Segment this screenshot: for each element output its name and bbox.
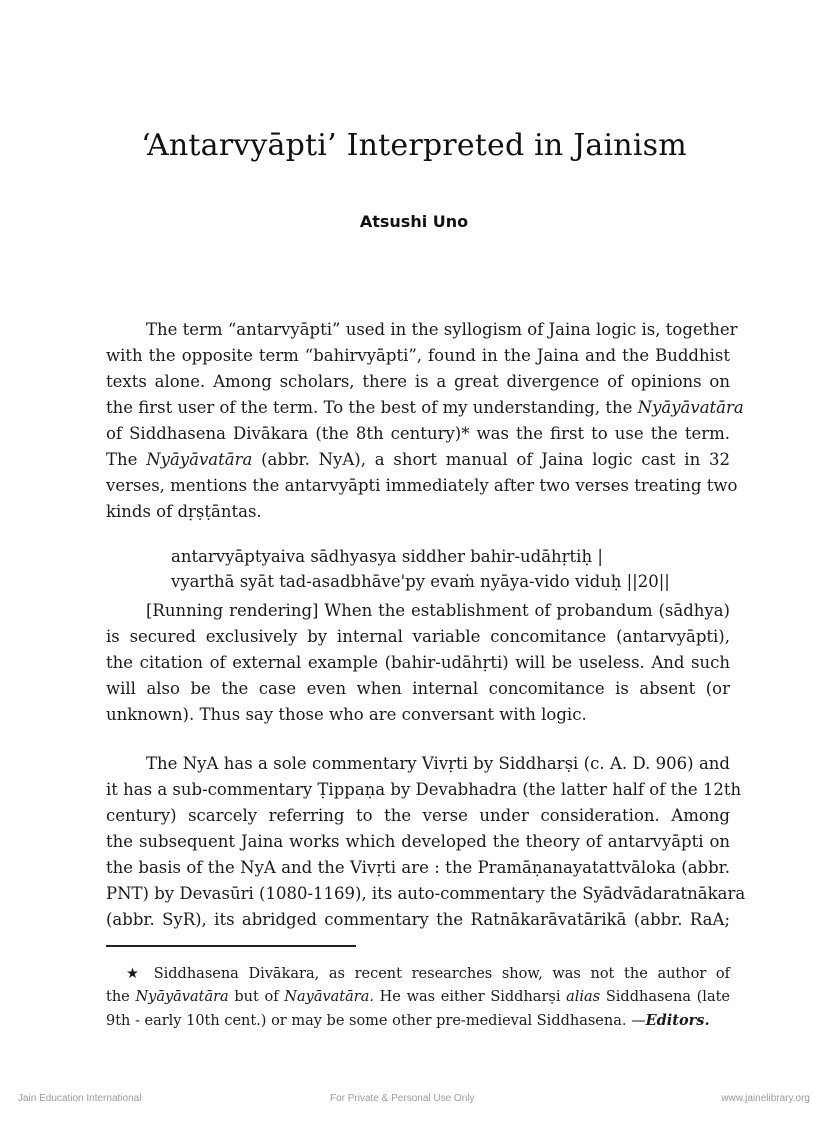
footer-publisher: Jain Education International	[18, 1093, 142, 1104]
text-line: it has a sub-commentary Ṭippaṇa by Devabhadra (the latter half of the 12th	[106, 780, 742, 799]
text-segment: (abbr. NyA), a short manual of Jaina logic cast in 32	[252, 450, 730, 469]
footer-usage-note: For Private & Personal Use Only	[330, 1093, 475, 1104]
text-line: will also be the case even when internal concomitance is absent (or	[106, 679, 730, 698]
text-segment: the	[106, 989, 136, 1005]
text-line: The term “antarvyāpti” used in the syllogism of Jaina logic is, together	[146, 320, 738, 339]
page-title: ‘Antarvyāpti’ Interpreted in Jainism	[141, 128, 687, 163]
text-line	[106, 395, 744, 421]
verse-line: vyarthā syāt tad-asadbhāve'py evaṁ nyāya-vido viduḥ ||20||	[171, 572, 670, 591]
author-name: Atsushi Uno	[359, 212, 469, 231]
text-line: century) scarcely referring to the verse under consideration. Among	[106, 806, 730, 825]
italic-title: Nayāvatāra.	[284, 989, 374, 1005]
paragraph-rendering	[106, 598, 730, 728]
text-line: The NyA has a sole commentary Vivṛti by Siddharṣi (c. A. D. 906) and	[146, 754, 730, 773]
verse-line: antarvyāptyaiva sādhyasya siddher bahir-udāhṛtiḥ |	[171, 547, 603, 566]
text-line: texts alone. Among scholars, there is a great divergence of opinions on	[106, 372, 730, 391]
footnote-line	[106, 1009, 730, 1033]
text-segment: 9th - early 10th cent.) or may be some other pre-medieval Siddhasena. —	[106, 1013, 646, 1029]
text-segment: the first user of the term. To the best of my understanding, the	[106, 398, 638, 417]
text-line: the subsequent Jaina works which developed the theory of antarvyāpti on	[106, 832, 730, 851]
footnote-line: ★ Siddhasena Divākara, as recent researches show, was not the author of	[126, 966, 730, 982]
text-line: the citation of external example (bahir-udāhṛti) will be useless. And such	[106, 653, 730, 672]
text-segment: The	[106, 450, 147, 469]
text-segment: but of	[228, 989, 285, 1005]
paragraph-intro	[106, 317, 744, 525]
text-line: kinds of dṛṣṭāntas.	[106, 502, 262, 521]
text-line: (abbr. SyR), its abridged commentary the Ratnākarāvatārikā (abbr. RaA;	[106, 910, 730, 929]
italic-title: Nyāyāvatāra	[146, 450, 253, 469]
text-line: the basis of the NyA and the Vivṛti are : the Pramāṇanayatattvāloka (abbr.	[106, 858, 730, 877]
text-line: PNT) by Devasūri (1080-1169), its auto-commentary the Syādvādaratnākara	[106, 884, 746, 903]
text-line: [Running rendering] When the establishment of probandum (sādhya)	[146, 601, 730, 620]
text-segment: Siddhasena (late	[600, 989, 730, 1005]
text-line	[106, 447, 730, 473]
editors-credit: Editors.	[645, 1012, 710, 1029]
sanskrit-verse	[171, 544, 731, 594]
text-segment: He was either Siddharṣi	[373, 989, 567, 1005]
footnote	[106, 963, 730, 1033]
footnote-divider	[106, 945, 356, 947]
text-line: is secured exclusively by internal variable concomitance (antarvyāpti),	[106, 627, 730, 646]
footer-website: www.jainelibrary.org	[721, 1093, 810, 1104]
text-line: verses, mentions the antarvyāpti immediately after two verses treating two	[106, 476, 738, 495]
italic-title: Nyāyāvatāra	[135, 989, 229, 1005]
paragraph-commentaries	[106, 751, 746, 933]
text-line: unknown). Thus say those who are conversant with logic.	[106, 705, 587, 724]
italic-word: alias	[566, 989, 601, 1005]
footnote-line	[106, 986, 730, 1009]
italic-title: Nyāyāvatāra	[637, 398, 744, 417]
text-line: with the opposite term “bahirvyāpti”, found in the Jaina and the Buddhist	[106, 346, 730, 365]
text-line: of Siddhasena Divākara (the 8th century)* was the first to use the term.	[106, 424, 730, 443]
